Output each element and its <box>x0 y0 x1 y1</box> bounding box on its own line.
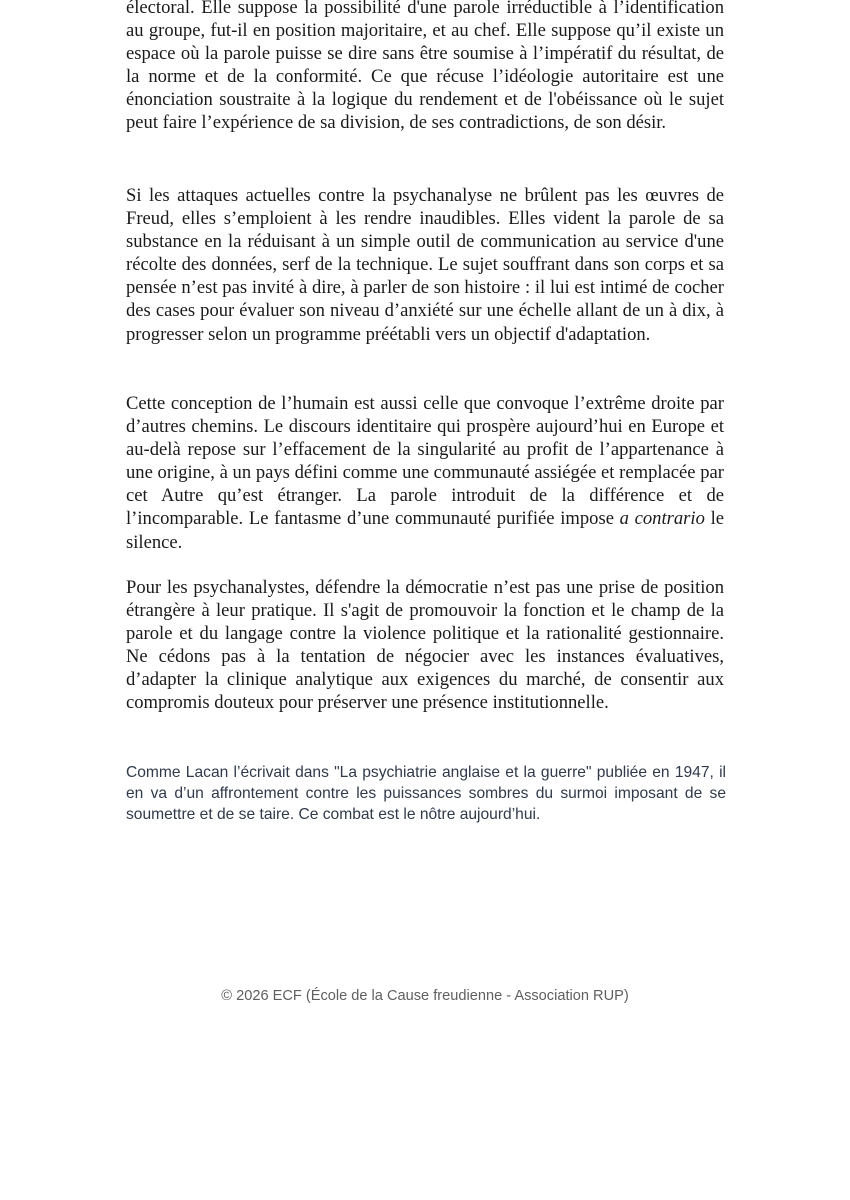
body-paragraph: Si les attaques actuelles contre la psychanalyse ne brûlent pas les œuvres de Freud, elles s’emploient à les rendre inaudibles. Elles vident la parole de sa substance en la réduisant à un simple outil de communication au service d'une récolte des données, serf de la technique. Le sujet souffrant dans son corps et sa pensée n’est pas invité à dire, à parler de son histoire : il lui est intimé de cocher des cases pour évaluer son niveau d’anxiété sur une échelle allant de un à dix, à progresser selon un programme préétabli vers un objectif d'adaptation. <box>126 185 724 345</box>
body-paragraph: électoral. Elle suppose la possibilité d'une parole irréductible à l’identification au groupe, fut-il en position majoritaire, et au chef. Elle suppose qu’il existe un espace où la parole puisse se dire sans être soumise à l’impératif du résultat, de la norme et de la conformité. Ce que récuse l’idéologie autoritaire est une énonciation soustraite à la logique du rendement et de l'obéissance où le sujet peut faire l’expérience de sa division, de ses contradictions, de son désir. <box>126 0 724 134</box>
italic-emphasis: a contrario <box>619 508 705 530</box>
paragraph-text-segment: Cette conception de l’humain est aussi celle que convoque l’extrême droite par d’autres chemins. Le discours identitaire qui prospère aujourd’hui en Europe et au-delà repose sur l’effacement de la singularité au profit de l’appartenance à une origine, à un pays défini comme une communauté assiégée et remplacée par cet Autre qu’est étranger. La parole introduit de la différence et de l’incomparable. Le fantasme d’une communauté purifiée impose <box>126 393 724 530</box>
body-paragraph <box>126 392 724 554</box>
closing-paragraph: Comme Lacan l’écrivait dans "La psychiatrie anglaise et la guerre" publiée en 1947, il en va d’un affrontement contre les puissances sombres du surmoi imposant de se soumettre et de se taire. Ce combat est le nôtre aujourd’hui. <box>126 764 726 823</box>
copyright-footer: © 2026 ECF (École de la Cause freudienne - Association RUP) <box>221 988 629 1004</box>
paragraph-text-segment: le silence. <box>126 508 724 553</box>
body-paragraph: Pour les psychanalystes, défendre la démocratie n’est pas une prise de position étrangère à leur pratique. Il s'agit de promouvoir la fonction et le champ de la parole et du langage contre la violence politique et la rationalité gestionnaire. Ne cédons pas à la tentation de négocier avec les instances évaluatives, d’adapter la clinique analytique aux exigences du marché, de consentir aux compromis douteux pour préserver une présence institutionnelle. <box>126 577 724 714</box>
